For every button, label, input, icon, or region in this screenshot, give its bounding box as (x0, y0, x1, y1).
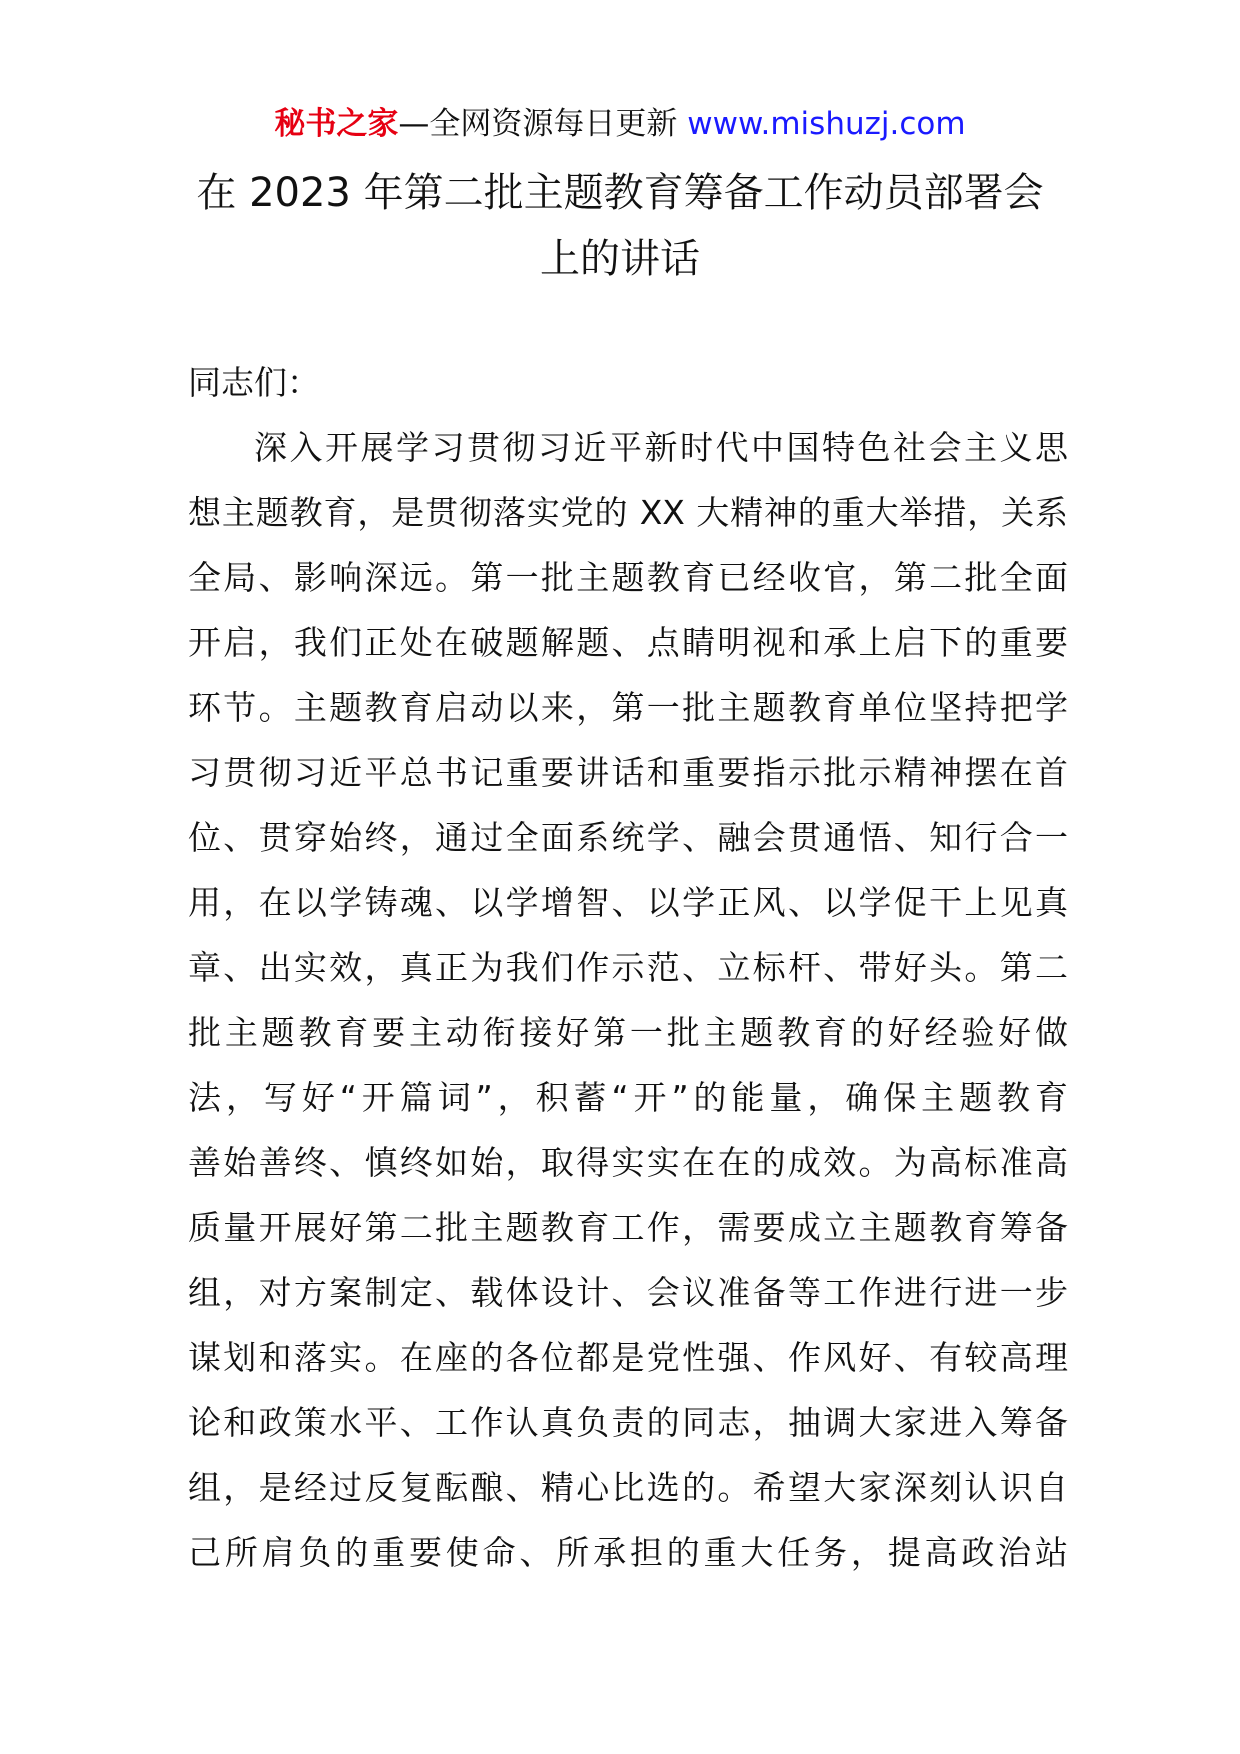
body-line: 谋划和落实。在座的各位都是党性强、作风好、有较高理 (188, 1338, 1068, 1377)
body-line: 想主题教育，是贯彻落实党的 XX 大精神的重大举措，关系 (188, 493, 1068, 532)
body-line: 用，在以学铸魂、以学增智、以学正风、以学促干上见真 (188, 883, 1068, 922)
body-line: 组，对方案制定、载体设计、会议准备等工作进行进一步 (188, 1273, 1068, 1312)
body-line: 位、贯穿始终，通过全面系统学、融会贯通悟、知行合一 (188, 818, 1068, 857)
body-line: 习贯彻习近平总书记重要讲话和重要指示批示精神摆在首 (188, 753, 1068, 792)
body-line: 开启，我们正处在破题解题、点睛明视和承上启下的重要 (188, 623, 1068, 662)
document-body (188, 423, 1068, 1593)
site-url-link[interactable]: www.mishuzj.com (687, 106, 966, 142)
body-line: 论和政策水平、工作认真负责的同志，抽调大家进入筹备 (188, 1403, 1068, 1442)
body-line: 批主题教育要主动衔接好第一批主题教育的好经验好做 (188, 1013, 1068, 1052)
document-title (180, 160, 1060, 292)
body-line: 组，是经过反复酝酿、精心比选的。希望大家深刻认识自 (188, 1468, 1068, 1507)
body-line: 法，写好“开篇词”，积蓄“开”的能量，确保主题教育 (188, 1078, 1068, 1117)
body-line: 己所肩负的重要使命、所承担的重大任务，提高政治站 (188, 1533, 1068, 1572)
site-tagline: —全网资源每日更新 (398, 106, 678, 142)
body-line: 质量开展好第二批主题教育工作，需要成立主题教育筹备 (188, 1208, 1068, 1247)
body-line: 章、出实效，真正为我们作示范、立标杆、带好头。第二 (188, 948, 1068, 987)
salutation: 同志们： (188, 363, 320, 402)
site-name: 秘书之家 (274, 106, 399, 142)
document-title-line: 上的讲话 (540, 236, 700, 282)
body-line: 环节。主题教育启动以来，第一批主题教育单位坚持把学 (188, 688, 1068, 727)
site-header (0, 100, 1240, 148)
body-line: 全局、影响深远。第一批主题教育已经收官，第二批全面 (188, 558, 1068, 597)
document-title-line: 在 2023 年第二批主题教育筹备工作动员部署会 (196, 170, 1044, 216)
body-line: 深入开展学习贯彻习近平新时代中国特色社会主义思 (254, 428, 1068, 467)
body-line: 善始善终、慎终如始，取得实实在在的成效。为高标准高 (188, 1143, 1068, 1182)
